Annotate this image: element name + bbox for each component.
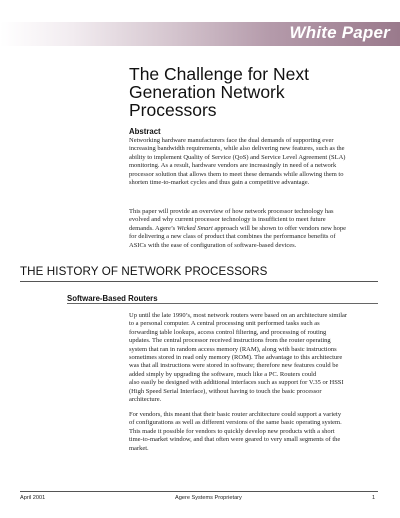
text-line: updates. The central processor received instructions from the router operating (129, 337, 331, 345)
text-line: For vendors, this meant that their basic router architecture could support a variety (129, 411, 342, 418)
title-line: Processors (129, 100, 217, 120)
text-line: increasing bandwidth requirements, while also delivering new features, such as the (129, 145, 345, 153)
text-line: was that all instructions were stored in software; therefore new features could be (129, 362, 339, 370)
footer-divider (20, 491, 378, 492)
text-line: system that ran in random access memory (RAM), along with basic instructions (129, 345, 337, 353)
document-title (129, 65, 379, 119)
text-line: of configurations as well as different versions of the same basic operating system. (129, 419, 342, 427)
page-number: 1 (372, 495, 376, 501)
footer-date: April 2001 (20, 495, 46, 501)
text-line: evolved and why current processor technology is insufficient to meet future (129, 216, 326, 224)
subsection-divider (67, 303, 378, 304)
footer-proprietary-notice: Agere Systems Proprietary (175, 495, 242, 501)
text-line: forwarding table lookups, access control filtering, and processing of routing (129, 328, 327, 336)
subsection-heading: Software-Based Routers (67, 294, 158, 303)
body-paragraph-1 (129, 312, 389, 404)
banner-label: White Paper (289, 23, 390, 42)
text-line: processor solution that allows them to meet these demands while allowing them to (129, 170, 344, 178)
text-line: Up until the late 1990’s, most network routers were based on an architecture similar (129, 312, 348, 319)
text-line: Networking hardware manufacturers face the dual demands of supporting ever (129, 137, 334, 144)
text-line: ASICs with the ease of configuration of software-based devices. (129, 241, 297, 249)
text-line: sometimes stored in read only memory (ROM). The advantage to this architecture (129, 354, 343, 362)
text-line: to a personal computer. A central processing unit performed tasks such as (129, 320, 320, 328)
text-line: also easily be designed with additional interfaces such as support for V.35 or HSSI (129, 379, 344, 387)
section-divider (20, 281, 378, 282)
text-line: market. (129, 444, 149, 452)
text-line: monitoring. As a result, hardware vendors are increasingly in need of a network (129, 162, 337, 170)
text-run: approach will be shown to offer vendors new hope (212, 224, 347, 232)
body-paragraph-2 (129, 411, 389, 453)
white-paper-banner (0, 22, 400, 46)
abstract-paragraph-1 (129, 137, 377, 187)
title-line: The Challenge for Next (129, 64, 309, 84)
abstract-heading: Abstract (129, 127, 161, 136)
abstract-paragraph-2 (129, 208, 377, 250)
section-heading: THE HISTORY OF NETWORK PROCESSORS (20, 265, 268, 278)
text-line: This made it possible for vendors to quickly develop new products with a short (129, 427, 335, 435)
text-line: shorten time-to-market cycles and thus gain a competitive advantage. (129, 179, 310, 187)
text-line: ability to implement Quality of Service (QoS) and Service Level Agreement (SLA) (129, 153, 346, 161)
text-line: added simply by upgrading the software, much like a PC. Routers could (129, 370, 317, 378)
text-line: (High Speed Serial Interface), without having to touch the basic processor (129, 387, 322, 395)
text-line: for delivering a new class of product that combines the performance benefits of (129, 233, 336, 241)
emphasis-text: Wicked Smart (176, 224, 213, 232)
title-line: Generation Network (129, 82, 285, 102)
text-line: time-to-market window, and that often were geared to very small segments of the (129, 436, 341, 444)
text-run: demands. Agere’s (129, 224, 177, 232)
text-line: This paper will provide an overview of how network processor technology has (129, 208, 334, 215)
text-line: architecture. (129, 396, 162, 404)
text-line (129, 225, 377, 233)
